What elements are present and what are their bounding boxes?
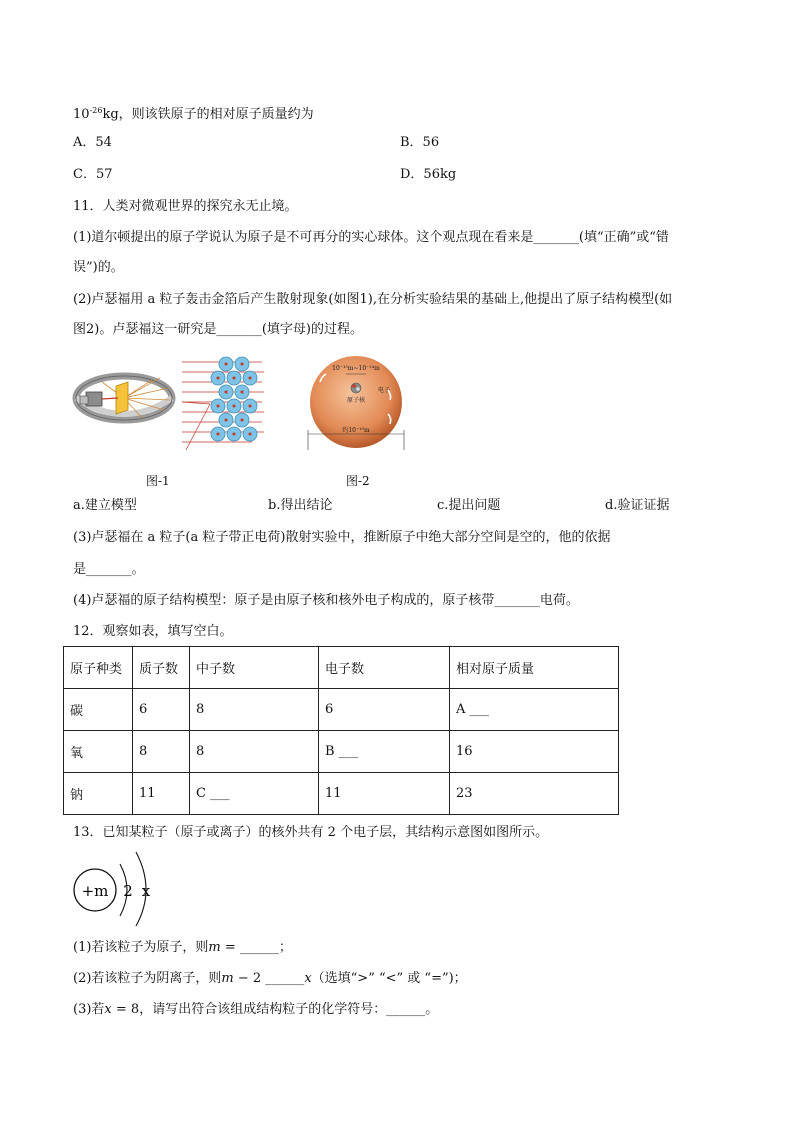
table-cell: 11 <box>319 773 450 815</box>
figure-2-atom-model <box>304 352 408 458</box>
q13-part2-mid: − 2 ______ <box>233 971 305 986</box>
table-cell: 8 <box>133 731 190 773</box>
table-cell: 8 <box>190 689 319 731</box>
q11-part3-line1: (3)卢瑟福在 a 粒子(a 粒子带正电荷)散射实验中，推断原子中绝大部分空间是空的，他的依据 <box>73 530 611 545</box>
q10-option-d[interactable]: D．56kg <box>400 167 457 182</box>
table-blank-a[interactable]: A ___ <box>450 689 619 731</box>
q11-part1-line1: (1)道尔顿提出的原子学说认为原子是不可再分的实心球体。这个观点现在看来是_______(填“正确”或“错 <box>73 230 669 245</box>
figure-2-label-nucleus: 原子核 <box>346 397 366 404</box>
table-cell: 16 <box>450 731 619 773</box>
q11-choice-a[interactable]: a.建立模型 <box>73 498 137 513</box>
q11-part2-line2: 图2)。卢瑟福这一研究是_______(填字母)的过程。 <box>73 322 363 337</box>
table-row <box>64 731 619 773</box>
q13-part3-var: x <box>104 1002 112 1017</box>
table-cell: 6 <box>319 689 450 731</box>
table-cell: 6 <box>133 689 190 731</box>
table-header: 相对原子质量 <box>450 647 619 689</box>
q11-choice-c[interactable]: c.提出问题 <box>437 498 501 513</box>
table-blank-b[interactable]: B ___ <box>319 731 450 773</box>
q11-choice-d[interactable]: d.验证证据 <box>605 498 670 513</box>
table-header: 原子种类 <box>64 647 133 689</box>
figure-1-lattice <box>182 354 268 454</box>
q13-part1-var: m <box>208 940 221 955</box>
q11-part2-line1: (2)卢瑟福用 a 粒子轰击金箔后产生散射现象(如图1),在分析实验结果的基础上,他提出了原子结构模型(如 <box>73 292 673 307</box>
q10-option-a[interactable]: A．54 <box>73 135 112 150</box>
table-blank-c[interactable]: C ___ <box>190 773 319 815</box>
shell-2-electrons: x <box>141 882 151 900</box>
table-cell: 钠 <box>64 773 133 815</box>
figure-2-caption: 图-2 <box>346 474 370 488</box>
shell-1-electrons: 2 <box>123 882 133 900</box>
q11-part4: (4)卢瑟福的原子结构模型：原子是由原子核和核外电子构成的，原子核带_______电荷。 <box>73 593 579 608</box>
table-cell: 碳 <box>64 689 133 731</box>
q13-stem: 13．已知某粒子（原子或离子）的核外共有 2 个电子层，其结构示意图如图所示。 <box>73 825 549 840</box>
q12-stem: 12．观察如表，填写空白。 <box>73 624 233 639</box>
q13-part2-var2: x <box>304 971 312 986</box>
table-cell: 23 <box>450 773 619 815</box>
q13-part2-var: m <box>221 971 234 986</box>
q13-part3 <box>73 1001 438 1019</box>
table-row <box>64 773 619 815</box>
q11-part1-line2: 误”)的。 <box>73 260 124 275</box>
q13-part2-pre: (2)若该粒子为阴离子，则 <box>73 971 222 986</box>
table-cell: 氧 <box>64 731 133 773</box>
q10-base: 10 <box>73 107 90 122</box>
q11-stem: 11．人类对微观世界的探究永无止境。 <box>73 199 298 214</box>
q10-exp: -26 <box>89 106 103 115</box>
table-header: 中子数 <box>190 647 319 689</box>
table-cell: 11 <box>133 773 190 815</box>
figure-1-apparatus <box>72 360 180 440</box>
q10-option-c[interactable]: C．57 <box>73 167 113 182</box>
figure-2-label-electron: 电子 <box>377 387 391 394</box>
table-header-row <box>64 647 619 689</box>
figure-1-caption: 图-1 <box>146 474 170 488</box>
q13-part2 <box>73 970 467 988</box>
q10-tail <box>73 102 314 124</box>
atom-table <box>63 646 619 815</box>
q11-part3-line2: 是_______。 <box>73 562 145 577</box>
q13-part2-post: （选填“>” “<” 或 “=”)； <box>311 971 467 986</box>
q11-choice-b[interactable]: b.得出结论 <box>268 498 333 513</box>
nucleus-charge-label: +m <box>81 882 109 900</box>
table-header: 电子数 <box>319 647 450 689</box>
q13-part3-pre: (3)若 <box>73 1002 105 1017</box>
q13-part1 <box>73 939 292 957</box>
figure-2-label-bottom: 约10⁻¹⁰m <box>342 427 370 434</box>
table-row <box>64 689 619 731</box>
q13-part1-pre: (1)若该粒子为原子，则 <box>73 940 209 955</box>
atom-structure-diagram <box>70 848 160 928</box>
table-cell: 8 <box>190 731 319 773</box>
q13-part1-post: = ______； <box>220 940 292 955</box>
q10-option-b[interactable]: B．56 <box>400 135 440 150</box>
q13-part3-mid: = 8，请写出符合该组成结构粒子的化学符号：______。 <box>111 1002 439 1017</box>
table-header: 质子数 <box>133 647 190 689</box>
q10-rest: kg，则该铁原子的相对原子质量约为 <box>102 107 314 122</box>
figure-2-label-top: 10⁻¹⁵m~10⁻¹⁴m <box>332 365 380 372</box>
